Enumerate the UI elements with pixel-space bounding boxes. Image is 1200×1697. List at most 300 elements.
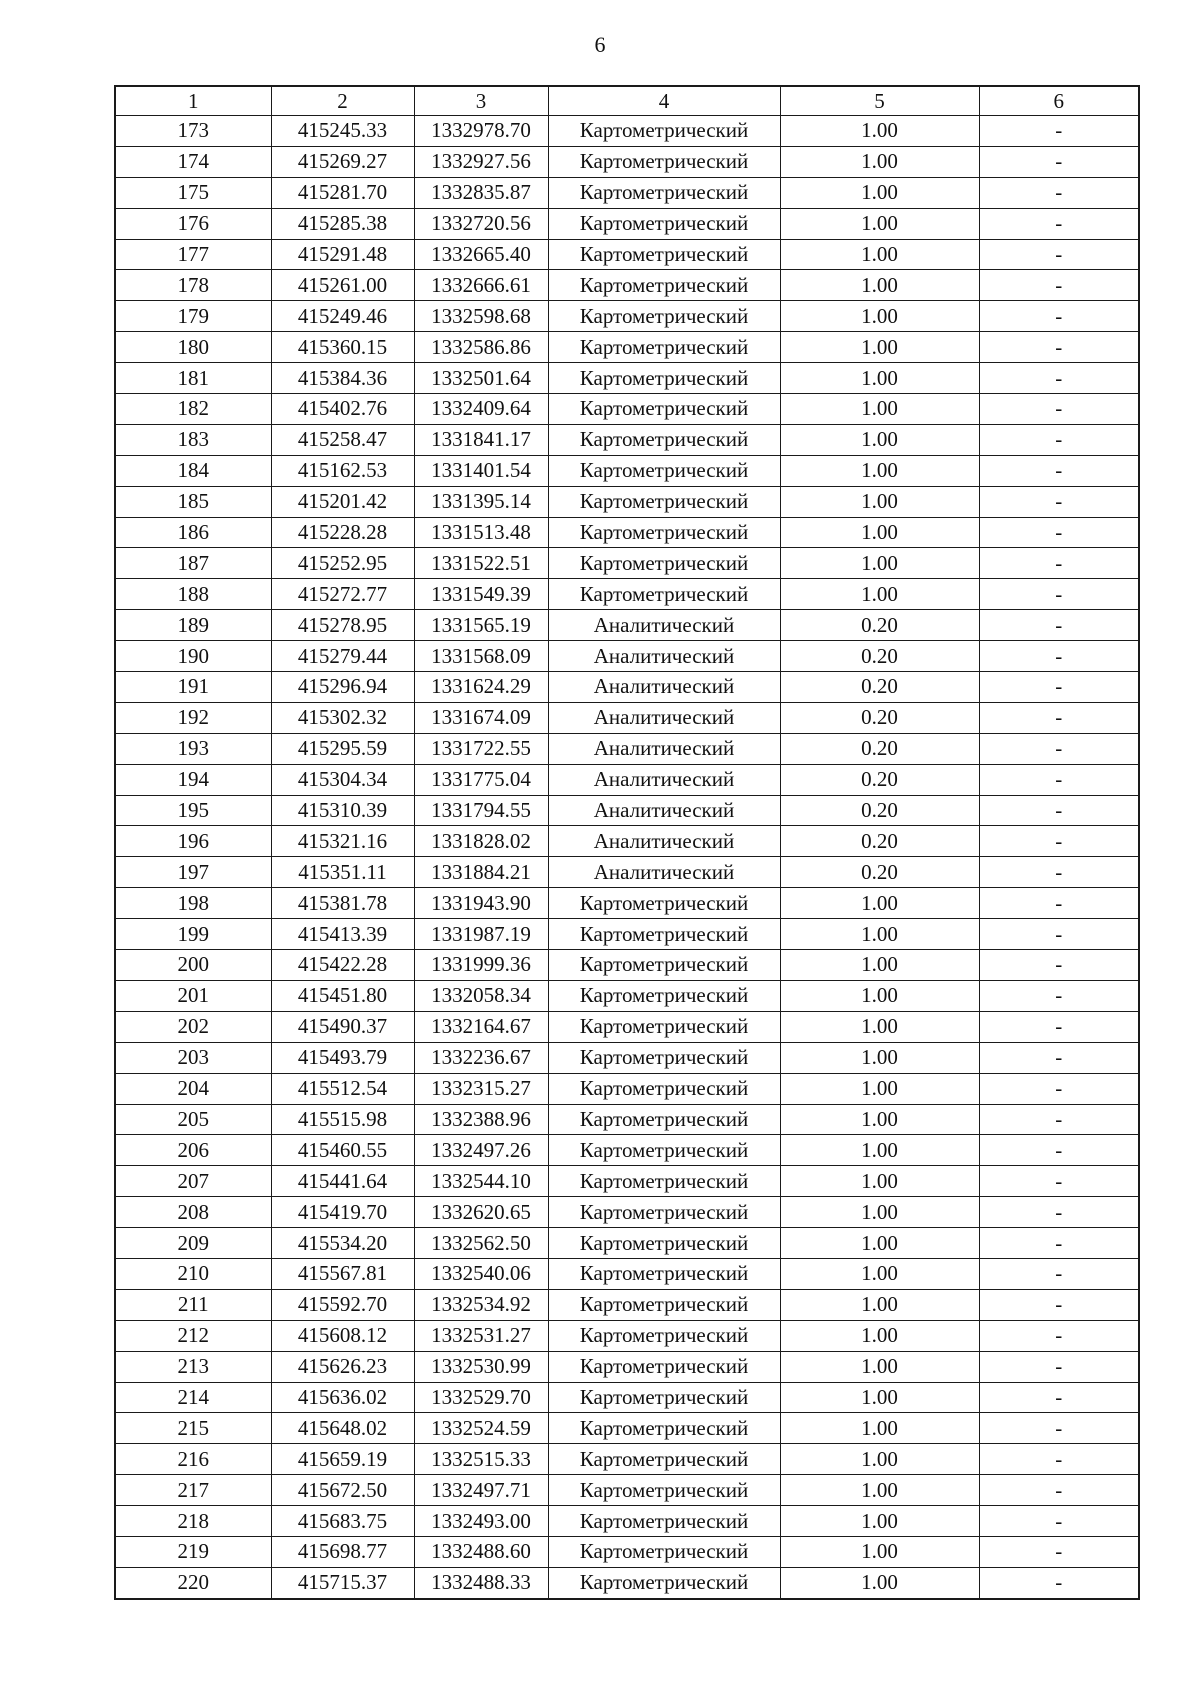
cell-accuracy: 1.00 [780, 239, 979, 270]
cell-coord-x: 415402.76 [271, 394, 414, 425]
cell-note: - [979, 116, 1139, 147]
cell-point-number: 176 [115, 208, 271, 239]
cell-coord-x: 415381.78 [271, 888, 414, 919]
cell-coord-y: 1331624.29 [414, 672, 548, 703]
cell-accuracy: 1.00 [780, 980, 979, 1011]
cell-accuracy: 1.00 [780, 1413, 979, 1444]
cell-coord-x: 415419.70 [271, 1197, 414, 1228]
cell-coord-x: 415460.55 [271, 1135, 414, 1166]
table-row [115, 795, 1139, 826]
cell-coord-y: 1332620.65 [414, 1197, 548, 1228]
cell-accuracy: 1.00 [780, 919, 979, 950]
cell-coord-x: 415162.53 [271, 455, 414, 486]
cell-coord-y: 1332531.27 [414, 1320, 548, 1351]
cell-coord-y: 1332164.67 [414, 1011, 548, 1042]
cell-accuracy: 1.00 [780, 270, 979, 301]
cell-note: - [979, 672, 1139, 703]
cell-accuracy: 0.20 [780, 795, 979, 826]
table-row [115, 919, 1139, 950]
cell-coord-y: 1332666.61 [414, 270, 548, 301]
cell-coord-y: 1332236.67 [414, 1042, 548, 1073]
cell-accuracy: 1.00 [780, 548, 979, 579]
cell-coord-x: 415201.42 [271, 486, 414, 517]
table-row [115, 610, 1139, 641]
cell-point-number: 179 [115, 301, 271, 332]
table-row [115, 888, 1139, 919]
cell-accuracy: 0.20 [780, 733, 979, 764]
cell-point-number: 213 [115, 1351, 271, 1382]
cell-accuracy: 1.00 [780, 363, 979, 394]
cell-coord-y: 1332524.59 [414, 1413, 548, 1444]
header-cell-col-2: 2 [271, 86, 414, 116]
cell-note: - [979, 548, 1139, 579]
cell-point-number: 214 [115, 1382, 271, 1413]
cell-accuracy: 1.00 [780, 208, 979, 239]
cell-coord-x: 415534.20 [271, 1228, 414, 1259]
table-row [115, 1382, 1139, 1413]
cell-note: - [979, 1351, 1139, 1382]
cell-coord-x: 415302.32 [271, 702, 414, 733]
cell-method: Картометрический [548, 332, 780, 363]
cell-accuracy: 1.00 [780, 1536, 979, 1567]
cell-note: - [979, 1567, 1139, 1598]
cell-coord-y: 1332488.60 [414, 1536, 548, 1567]
cell-note: - [979, 1475, 1139, 1506]
cell-note: - [979, 270, 1139, 301]
cell-note: - [979, 239, 1139, 270]
cell-accuracy: 1.00 [780, 517, 979, 548]
cell-method: Картометрический [548, 1104, 780, 1135]
cell-point-number: 198 [115, 888, 271, 919]
cell-coord-y: 1332562.50 [414, 1228, 548, 1259]
cell-point-number: 194 [115, 764, 271, 795]
cell-method: Картометрический [548, 1444, 780, 1475]
table-row [115, 1197, 1139, 1228]
header-cell-col-1: 1 [115, 86, 271, 116]
cell-method: Картометрический [548, 1073, 780, 1104]
cell-coord-y: 1332720.56 [414, 208, 548, 239]
cell-point-number: 208 [115, 1197, 271, 1228]
cell-accuracy: 1.00 [780, 332, 979, 363]
cell-method: Картометрический [548, 394, 780, 425]
cell-coord-x: 415715.37 [271, 1567, 414, 1598]
table-body [115, 116, 1139, 1599]
cell-method: Картометрический [548, 548, 780, 579]
cell-coord-y: 1331841.17 [414, 424, 548, 455]
cell-coord-y: 1331568.09 [414, 641, 548, 672]
cell-coord-x: 415592.70 [271, 1289, 414, 1320]
cell-note: - [979, 177, 1139, 208]
cell-coord-x: 415261.00 [271, 270, 414, 301]
cell-point-number: 220 [115, 1567, 271, 1598]
cell-note: - [979, 1228, 1139, 1259]
cell-accuracy: 1.00 [780, 1197, 979, 1228]
cell-point-number: 188 [115, 579, 271, 610]
table-row [115, 208, 1139, 239]
cell-method: Картометрический [548, 1382, 780, 1413]
cell-accuracy: 0.20 [780, 702, 979, 733]
table-row [115, 1351, 1139, 1382]
cell-coord-y: 1331943.90 [414, 888, 548, 919]
table-row [115, 394, 1139, 425]
cell-note: - [979, 1536, 1139, 1567]
cell-method: Картометрический [548, 486, 780, 517]
cell-note: - [979, 486, 1139, 517]
cell-coord-x: 415269.27 [271, 146, 414, 177]
cell-method: Картометрический [548, 1506, 780, 1537]
cell-coord-x: 415493.79 [271, 1042, 414, 1073]
cell-coord-x: 415441.64 [271, 1166, 414, 1197]
table-row [115, 702, 1139, 733]
cell-method: Картометрический [548, 517, 780, 548]
cell-point-number: 193 [115, 733, 271, 764]
table-row [115, 548, 1139, 579]
cell-point-number: 218 [115, 1506, 271, 1537]
cell-point-number: 192 [115, 702, 271, 733]
cell-coord-y: 1332497.26 [414, 1135, 548, 1166]
cell-accuracy: 0.20 [780, 672, 979, 703]
cell-accuracy: 1.00 [780, 1135, 979, 1166]
cell-accuracy: 1.00 [780, 1228, 979, 1259]
cell-method: Картометрический [548, 177, 780, 208]
cell-accuracy: 1.00 [780, 579, 979, 610]
cell-accuracy: 0.20 [780, 641, 979, 672]
cell-accuracy: 1.00 [780, 116, 979, 147]
cell-point-number: 173 [115, 116, 271, 147]
cell-coord-y: 1331884.21 [414, 857, 548, 888]
cell-coord-y: 1331395.14 [414, 486, 548, 517]
cell-method: Картометрический [548, 239, 780, 270]
table-row [115, 1011, 1139, 1042]
table-row [115, 1320, 1139, 1351]
cell-note: - [979, 857, 1139, 888]
cell-point-number: 211 [115, 1289, 271, 1320]
table-row [115, 116, 1139, 147]
cell-point-number: 219 [115, 1536, 271, 1567]
table-row [115, 1506, 1139, 1537]
cell-note: - [979, 146, 1139, 177]
cell-coord-y: 1331549.39 [414, 579, 548, 610]
cell-note: - [979, 208, 1139, 239]
cell-accuracy: 1.00 [780, 394, 979, 425]
cell-method: Картометрический [548, 1011, 780, 1042]
table-row [115, 363, 1139, 394]
cell-note: - [979, 1258, 1139, 1289]
cell-note: - [979, 1197, 1139, 1228]
cell-method: Аналитический [548, 795, 780, 826]
coordinates-table [114, 85, 1140, 1600]
cell-coord-y: 1331775.04 [414, 764, 548, 795]
cell-accuracy: 1.00 [780, 1258, 979, 1289]
table-row [115, 455, 1139, 486]
cell-coord-y: 1332544.10 [414, 1166, 548, 1197]
cell-method: Картометрический [548, 1135, 780, 1166]
cell-coord-x: 415360.15 [271, 332, 414, 363]
cell-coord-y: 1332530.99 [414, 1351, 548, 1382]
cell-point-number: 215 [115, 1413, 271, 1444]
table-row [115, 301, 1139, 332]
table-row [115, 579, 1139, 610]
cell-coord-y: 1331513.48 [414, 517, 548, 548]
table-row [115, 950, 1139, 981]
cell-method: Картометрический [548, 1536, 780, 1567]
cell-coord-x: 415608.12 [271, 1320, 414, 1351]
cell-accuracy: 1.00 [780, 1444, 979, 1475]
header-row [115, 86, 1139, 116]
table-row [115, 826, 1139, 857]
cell-coord-x: 415567.81 [271, 1258, 414, 1289]
table-row [115, 517, 1139, 548]
cell-point-number: 205 [115, 1104, 271, 1135]
cell-point-number: 191 [115, 672, 271, 703]
cell-point-number: 184 [115, 455, 271, 486]
cell-coord-y: 1331522.51 [414, 548, 548, 579]
cell-point-number: 189 [115, 610, 271, 641]
cell-note: - [979, 394, 1139, 425]
cell-method: Картометрический [548, 1042, 780, 1073]
cell-coord-y: 1331828.02 [414, 826, 548, 857]
cell-coord-x: 415451.80 [271, 980, 414, 1011]
cell-accuracy: 1.00 [780, 1506, 979, 1537]
cell-accuracy: 0.20 [780, 610, 979, 641]
cell-point-number: 197 [115, 857, 271, 888]
cell-note: - [979, 301, 1139, 332]
cell-coord-y: 1332058.34 [414, 980, 548, 1011]
cell-coord-x: 415659.19 [271, 1444, 414, 1475]
cell-accuracy: 1.00 [780, 1351, 979, 1382]
header-cell-col-6: 6 [979, 86, 1139, 116]
cell-method: Аналитический [548, 702, 780, 733]
cell-point-number: 183 [115, 424, 271, 455]
cell-method: Аналитический [548, 764, 780, 795]
cell-method: Картометрический [548, 1351, 780, 1382]
cell-coord-x: 415245.33 [271, 116, 414, 147]
cell-method: Аналитический [548, 733, 780, 764]
header-cell-col-4: 4 [548, 86, 780, 116]
cell-note: - [979, 1042, 1139, 1073]
cell-method: Картометрический [548, 424, 780, 455]
cell-coord-x: 415228.28 [271, 517, 414, 548]
cell-coord-y: 1332540.06 [414, 1258, 548, 1289]
cell-point-number: 190 [115, 641, 271, 672]
cell-note: - [979, 1444, 1139, 1475]
cell-coord-y: 1332529.70 [414, 1382, 548, 1413]
cell-method: Картометрический [548, 363, 780, 394]
cell-note: - [979, 919, 1139, 950]
cell-coord-y: 1332598.68 [414, 301, 548, 332]
cell-note: - [979, 517, 1139, 548]
cell-coord-y: 1331794.55 [414, 795, 548, 826]
table-row [115, 641, 1139, 672]
cell-method: Картометрический [548, 888, 780, 919]
cell-accuracy: 1.00 [780, 1104, 979, 1135]
cell-point-number: 209 [115, 1228, 271, 1259]
cell-coord-x: 415296.94 [271, 672, 414, 703]
cell-point-number: 200 [115, 950, 271, 981]
cell-point-number: 216 [115, 1444, 271, 1475]
cell-point-number: 212 [115, 1320, 271, 1351]
cell-method: Аналитический [548, 826, 780, 857]
cell-note: - [979, 1104, 1139, 1135]
cell-note: - [979, 1135, 1139, 1166]
cell-point-number: 195 [115, 795, 271, 826]
cell-accuracy: 1.00 [780, 1475, 979, 1506]
cell-coord-x: 415351.11 [271, 857, 414, 888]
cell-method: Аналитический [548, 610, 780, 641]
cell-note: - [979, 332, 1139, 363]
cell-coord-x: 415321.16 [271, 826, 414, 857]
cell-coord-x: 415252.95 [271, 548, 414, 579]
cell-point-number: 174 [115, 146, 271, 177]
table-row [115, 1444, 1139, 1475]
cell-method: Картометрический [548, 1166, 780, 1197]
cell-accuracy: 1.00 [780, 1320, 979, 1351]
cell-point-number: 203 [115, 1042, 271, 1073]
cell-note: - [979, 1382, 1139, 1413]
cell-coord-y: 1331565.19 [414, 610, 548, 641]
cell-point-number: 177 [115, 239, 271, 270]
page-number: 6 [594, 32, 606, 57]
cell-note: - [979, 1073, 1139, 1104]
cell-note: - [979, 610, 1139, 641]
cell-coord-y: 1331987.19 [414, 919, 548, 950]
table-row [115, 1289, 1139, 1320]
cell-coord-x: 415683.75 [271, 1506, 414, 1537]
cell-note: - [979, 363, 1139, 394]
cell-coord-x: 415278.95 [271, 610, 414, 641]
cell-coord-x: 415285.38 [271, 208, 414, 239]
cell-method: Картометрический [548, 116, 780, 147]
cell-method: Аналитический [548, 672, 780, 703]
cell-note: - [979, 1320, 1139, 1351]
cell-coord-y: 1332927.56 [414, 146, 548, 177]
cell-point-number: 187 [115, 548, 271, 579]
table-row [115, 1413, 1139, 1444]
table-row [115, 733, 1139, 764]
cell-point-number: 210 [115, 1258, 271, 1289]
cell-point-number: 202 [115, 1011, 271, 1042]
cell-method: Картометрический [548, 1320, 780, 1351]
table-row [115, 1166, 1139, 1197]
cell-accuracy: 0.20 [780, 857, 979, 888]
cell-coord-x: 415636.02 [271, 1382, 414, 1413]
table-row [115, 1536, 1139, 1567]
cell-coord-y: 1331401.54 [414, 455, 548, 486]
cell-point-number: 201 [115, 980, 271, 1011]
cell-coord-x: 415281.70 [271, 177, 414, 208]
cell-method: Картометрический [548, 1258, 780, 1289]
cell-method: Картометрический [548, 1197, 780, 1228]
cell-point-number: 217 [115, 1475, 271, 1506]
cell-accuracy: 1.00 [780, 1073, 979, 1104]
cell-method: Картометрический [548, 1413, 780, 1444]
table-row [115, 980, 1139, 1011]
cell-method: Картометрический [548, 146, 780, 177]
table-row [115, 270, 1139, 301]
cell-accuracy: 0.20 [780, 826, 979, 857]
cell-coord-y: 1331999.36 [414, 950, 548, 981]
cell-coord-x: 415310.39 [271, 795, 414, 826]
table-row [115, 486, 1139, 517]
cell-method: Картометрический [548, 950, 780, 981]
cell-method: Картометрический [548, 208, 780, 239]
cell-accuracy: 1.00 [780, 486, 979, 517]
cell-note: - [979, 795, 1139, 826]
cell-note: - [979, 1166, 1139, 1197]
cell-note: - [979, 424, 1139, 455]
cell-method: Картометрический [548, 1475, 780, 1506]
table-row [115, 857, 1139, 888]
cell-coord-x: 415422.28 [271, 950, 414, 981]
cell-coord-x: 415249.46 [271, 301, 414, 332]
cell-method: Картометрический [548, 919, 780, 950]
cell-coord-y: 1332388.96 [414, 1104, 548, 1135]
cell-note: - [979, 950, 1139, 981]
cell-coord-x: 415413.39 [271, 919, 414, 950]
cell-note: - [979, 888, 1139, 919]
cell-point-number: 199 [115, 919, 271, 950]
cell-point-number: 180 [115, 332, 271, 363]
cell-note: - [979, 1289, 1139, 1320]
table-row [115, 146, 1139, 177]
cell-point-number: 181 [115, 363, 271, 394]
cell-note: - [979, 1413, 1139, 1444]
cell-note: - [979, 702, 1139, 733]
cell-accuracy: 1.00 [780, 1289, 979, 1320]
cell-coord-y: 1332978.70 [414, 116, 548, 147]
cell-coord-x: 415626.23 [271, 1351, 414, 1382]
cell-accuracy: 1.00 [780, 1567, 979, 1598]
cell-method: Картометрический [548, 270, 780, 301]
cell-coord-x: 415515.98 [271, 1104, 414, 1135]
cell-coord-y: 1332409.64 [414, 394, 548, 425]
table-row [115, 1258, 1139, 1289]
cell-point-number: 178 [115, 270, 271, 301]
cell-coord-x: 415291.48 [271, 239, 414, 270]
cell-accuracy: 1.00 [780, 455, 979, 486]
table-row [115, 424, 1139, 455]
cell-coord-y: 1332665.40 [414, 239, 548, 270]
table-row [115, 177, 1139, 208]
cell-coord-y: 1331722.55 [414, 733, 548, 764]
table-row [115, 332, 1139, 363]
cell-point-number: 207 [115, 1166, 271, 1197]
cell-coord-y: 1332493.00 [414, 1506, 548, 1537]
cell-accuracy: 0.20 [780, 764, 979, 795]
cell-method: Картометрический [548, 301, 780, 332]
cell-accuracy: 1.00 [780, 888, 979, 919]
cell-coord-x: 415384.36 [271, 363, 414, 394]
cell-note: - [979, 579, 1139, 610]
table-row [115, 1073, 1139, 1104]
cell-coord-y: 1332315.27 [414, 1073, 548, 1104]
cell-accuracy: 1.00 [780, 146, 979, 177]
cell-accuracy: 1.00 [780, 950, 979, 981]
header-cell-col-5: 5 [780, 86, 979, 116]
cell-coord-y: 1332534.92 [414, 1289, 548, 1320]
cell-coord-y: 1332497.71 [414, 1475, 548, 1506]
table-row [115, 672, 1139, 703]
cell-accuracy: 1.00 [780, 1166, 979, 1197]
cell-coord-x: 415490.37 [271, 1011, 414, 1042]
cell-accuracy: 1.00 [780, 1382, 979, 1413]
cell-coord-x: 415258.47 [271, 424, 414, 455]
table-row [115, 1567, 1139, 1598]
table-header [115, 86, 1139, 116]
table-row [115, 1042, 1139, 1073]
cell-coord-x: 415648.02 [271, 1413, 414, 1444]
cell-coord-x: 415512.54 [271, 1073, 414, 1104]
